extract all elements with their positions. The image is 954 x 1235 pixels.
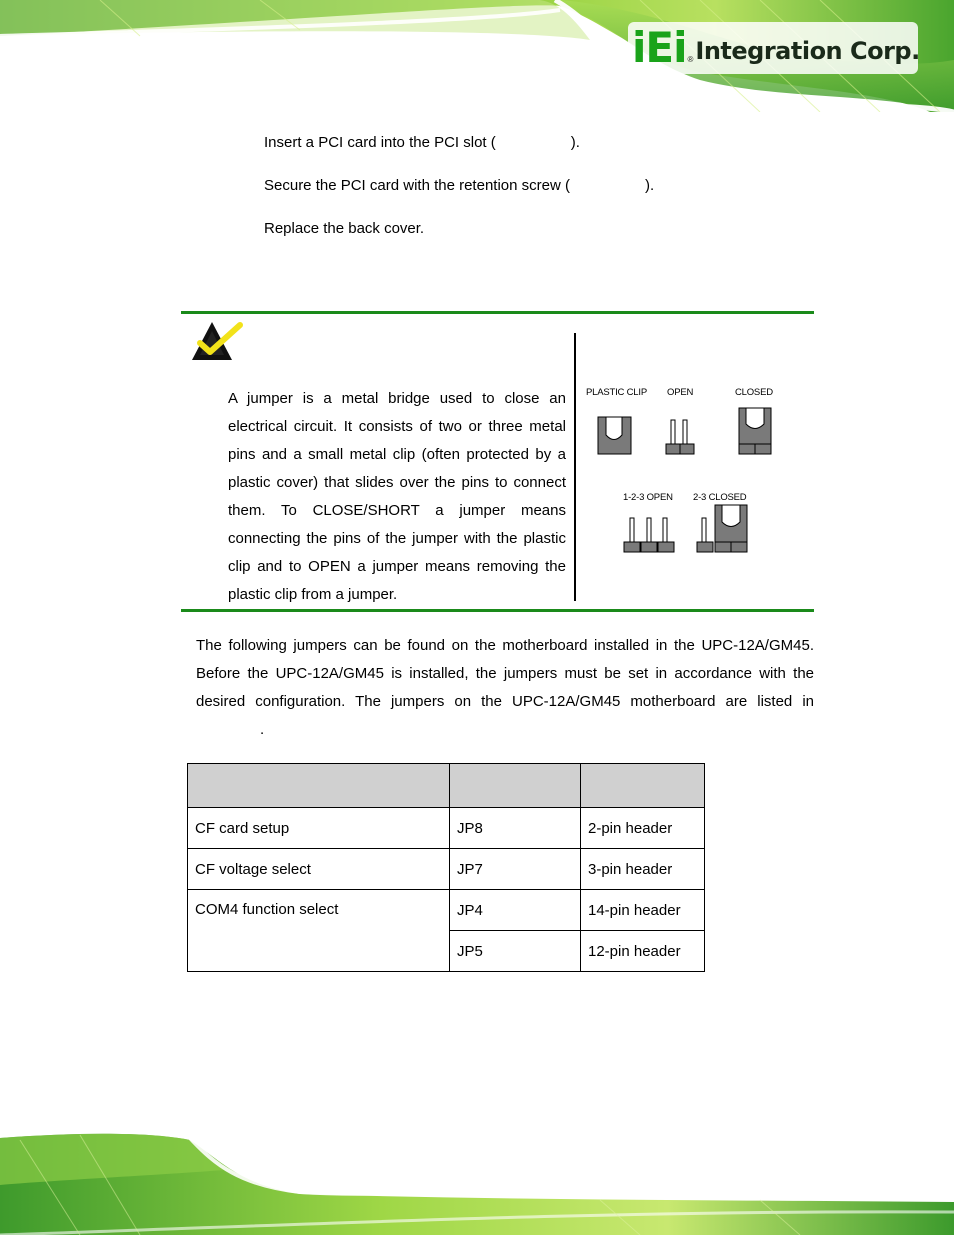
cell-description: COM4 function select <box>188 890 450 972</box>
note-bottom-rule <box>181 609 814 612</box>
checkmark-note-icon <box>190 319 244 363</box>
label-open: OPEN <box>667 387 694 398</box>
label-closed: CLOSED <box>735 387 773 398</box>
step-replace-cover <box>264 219 424 239</box>
logo-company-name: Integration Corp. <box>695 37 920 65</box>
header-type <box>581 764 705 808</box>
step-1-text: Insert a PCI card into the PCI slot ( <box>264 134 496 151</box>
cell-type: 14-pin header <box>581 890 705 931</box>
jumper-note-text: A jumper is a metal bridge used to close an electrical circuit. It consists of two or three metal pins and a small metal clip (often protected by a plastic cover) that slides over the pins to connect them. To CLOSE/SHORT a jumper means connecting the pins of the jumper with the plastic clip and to OPEN a jumper means removing the plastic clip from a jumper. <box>228 390 566 603</box>
table-row <box>188 849 705 890</box>
table-row <box>188 890 705 931</box>
logo-iei: iEi <box>632 23 687 72</box>
table-row <box>188 808 705 849</box>
step-secure-card <box>264 176 654 196</box>
step-2-text: Secure the PCI card with the retention screw ( <box>264 177 570 194</box>
note-top-rule <box>181 311 814 314</box>
body-line-2: Before the UPC-12A/GM45 is installed, the jumpers must be set in accordance with the <box>196 665 814 682</box>
three-pin-open-shape <box>624 518 674 552</box>
footer-banner <box>0 1130 954 1235</box>
closed-jumper-shape <box>739 408 771 454</box>
cell-type: 3-pin header <box>581 849 705 890</box>
cell-description: CF voltage select <box>188 849 450 890</box>
header-description <box>188 764 450 808</box>
cell-type: 2-pin header <box>581 808 705 849</box>
label-1-2-3-open: 1-2-3 OPEN <box>623 492 673 503</box>
company-logo <box>632 23 920 72</box>
jumper-intro-paragraph <box>196 632 814 744</box>
cell-label: JP7 <box>450 849 581 890</box>
jumpers-table <box>187 763 705 972</box>
table-header-row <box>188 764 705 808</box>
cell-type: 12-pin header <box>581 931 705 972</box>
two-three-closed-shape <box>697 505 747 552</box>
body-line-1: The following jumpers can be found on the motherboard installed in the UPC-12A/GM45. <box>196 637 814 654</box>
body-line-3: desired configuration. The jumpers on the UPC-12A/GM45 motherboard are listed in <box>196 693 814 710</box>
cell-description: CF card setup <box>188 808 450 849</box>
step-insert-card <box>264 133 580 153</box>
label-plastic-clip: PLASTIC CLIP <box>586 387 647 398</box>
plastic-clip-shape <box>598 417 631 454</box>
jumper-diagram <box>584 380 804 570</box>
note-divider <box>574 333 576 601</box>
cell-label: JP4 <box>450 890 581 931</box>
step-2-close: ). <box>644 177 655 194</box>
body-line-4: . <box>260 721 265 738</box>
logo-registered-mark: ® <box>687 55 694 64</box>
open-jumper-shape <box>666 420 694 454</box>
label-2-3-closed: 2-3 CLOSED <box>693 492 747 503</box>
jumper-illustrations <box>584 380 804 570</box>
step-3-text: Replace the back cover. <box>264 220 425 237</box>
step-1-close: ). <box>570 134 580 151</box>
header-label <box>450 764 581 808</box>
cell-label: JP5 <box>450 931 581 972</box>
cell-label: JP8 <box>450 808 581 849</box>
